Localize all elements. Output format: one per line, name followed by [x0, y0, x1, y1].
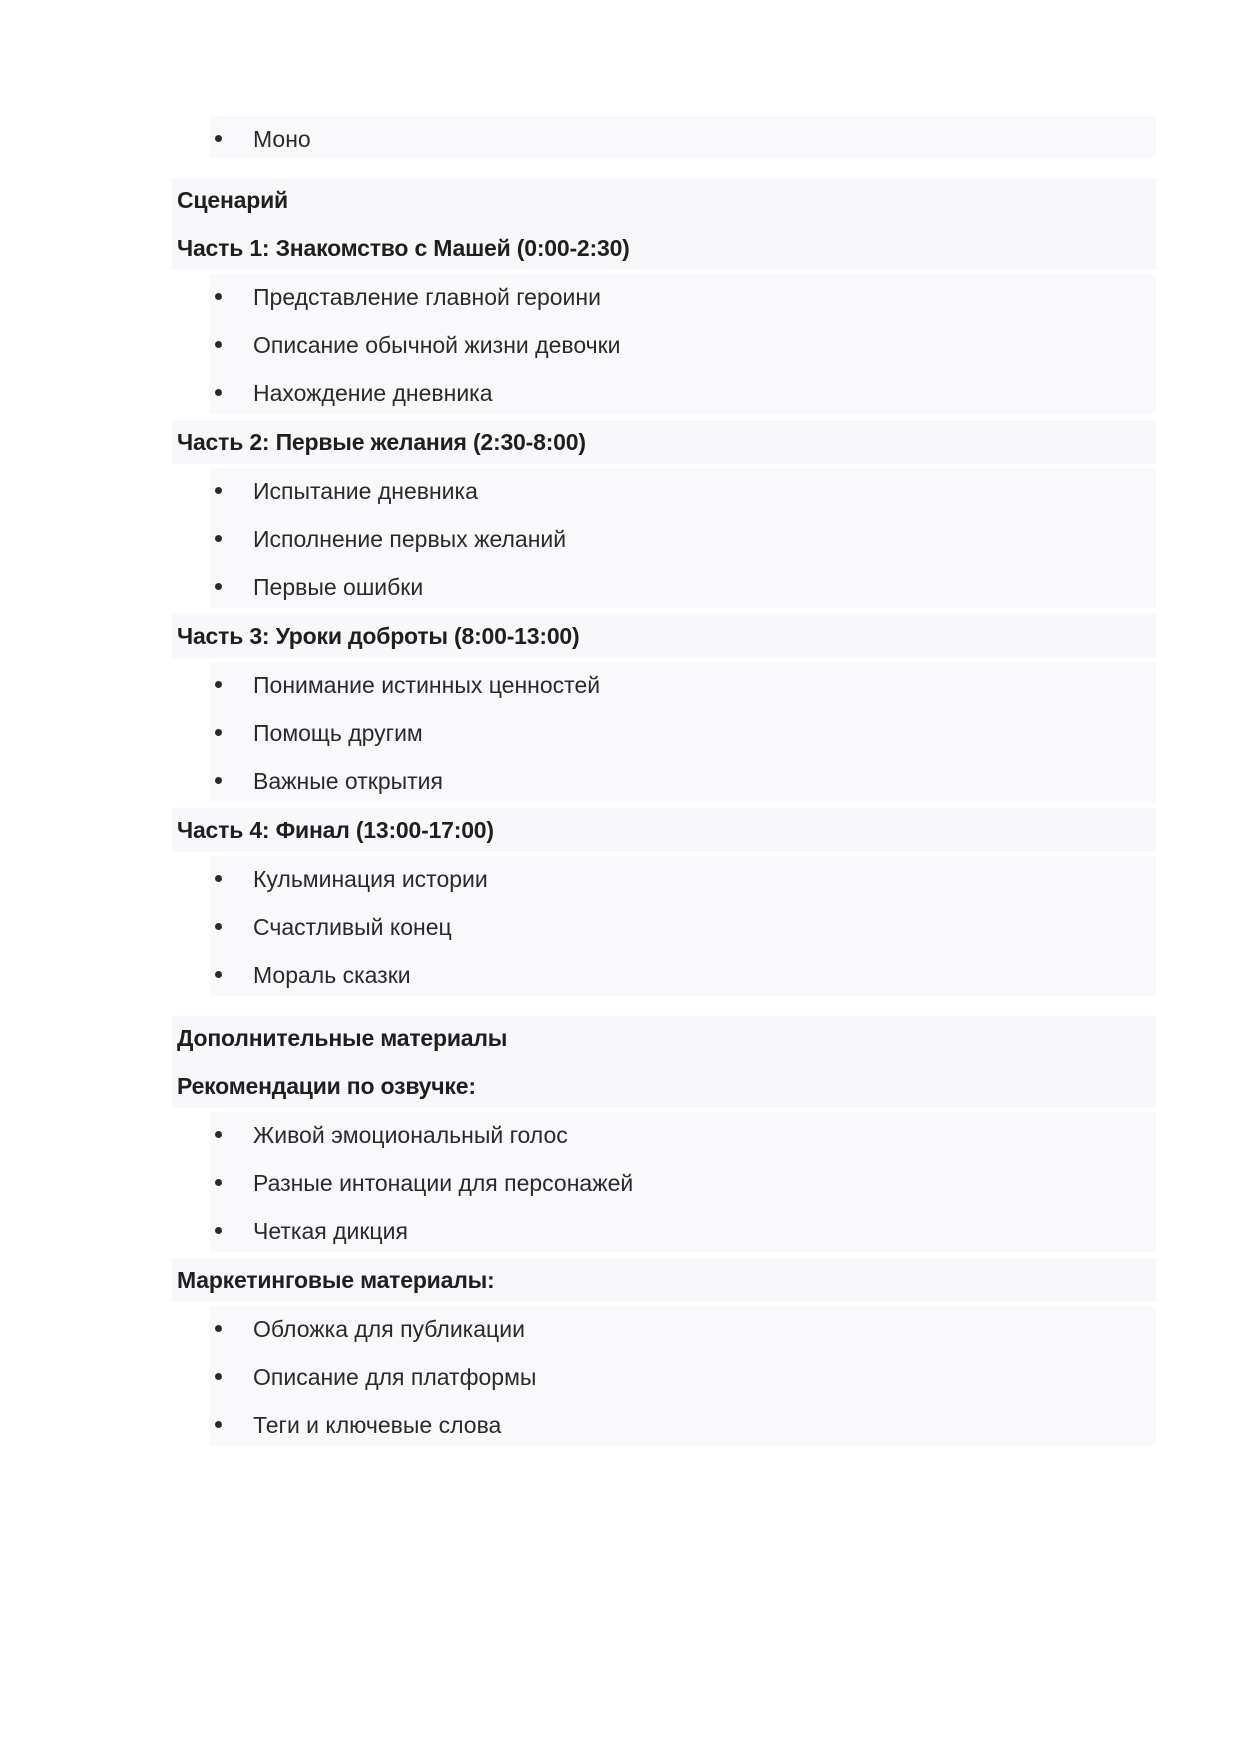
bullet-icon [215, 389, 222, 396]
bullet-icon [215, 971, 222, 978]
bullet-icon [215, 1421, 222, 1428]
list-background [210, 116, 1156, 158]
bullet-icon [215, 729, 222, 736]
part-heading-3: Часть 3: Уроки доброты (8:00-13:00) [177, 623, 580, 649]
bullet-icon [215, 135, 222, 142]
bullet-icon [215, 681, 222, 688]
bullet-icon [215, 777, 222, 784]
bullet-icon [215, 341, 222, 348]
part-heading-1: Часть 1: Знакомство с Машей (0:00-2:30) [177, 235, 630, 261]
bullet-icon [215, 487, 222, 494]
bullet-icon [215, 1131, 222, 1138]
bullet-icon [215, 535, 222, 542]
bullet-icon [215, 875, 222, 882]
bullet-icon [215, 1325, 222, 1332]
voiceover-heading: Рекомендации по озвучке: [177, 1073, 476, 1099]
part-heading-4: Часть 4: Финал (13:00-17:00) [177, 817, 494, 843]
bullet-icon [215, 1227, 222, 1234]
part-heading-2: Часть 2: Первые желания (2:30-8:00) [177, 429, 586, 455]
document-page: Моно Сценарий Часть 1: Знакомство с Машей (0:00-2:30) Представление главной героини Описание обычной жизни девочки Нахождение дневника Часть 2: Первые желания (2:30-8:00) Испытание дневника Исполнение первых желаний Первые ошибки Часть 3: Уроки доброты (8:00-13:00) Понимание истинных ценностей Помощь другим Важные открытия Часть 4: Финал (13:00-17:00) Кульминация истории Счастливый конец Мораль сказки Дополнительные материалы Рекомендации по озвучке: Живой эмоциональный голос Разные интонации для персонажей Четкая дикция Маркетинговые материалы: Обложка для публикации Описание для платформы Теги и ключевые слова [0, 0, 1240, 1754]
marketing-heading: Маркетинговые материалы: [177, 1267, 495, 1293]
bullet-icon [215, 1373, 222, 1380]
bullet-icon [215, 1179, 222, 1186]
bullet-icon [215, 293, 222, 300]
section-heading-scenario: Сценарий [177, 187, 288, 213]
section-heading-additional: Дополнительные материалы [177, 1025, 508, 1051]
bullet-icon [215, 583, 222, 590]
bullet-icon [215, 923, 222, 930]
